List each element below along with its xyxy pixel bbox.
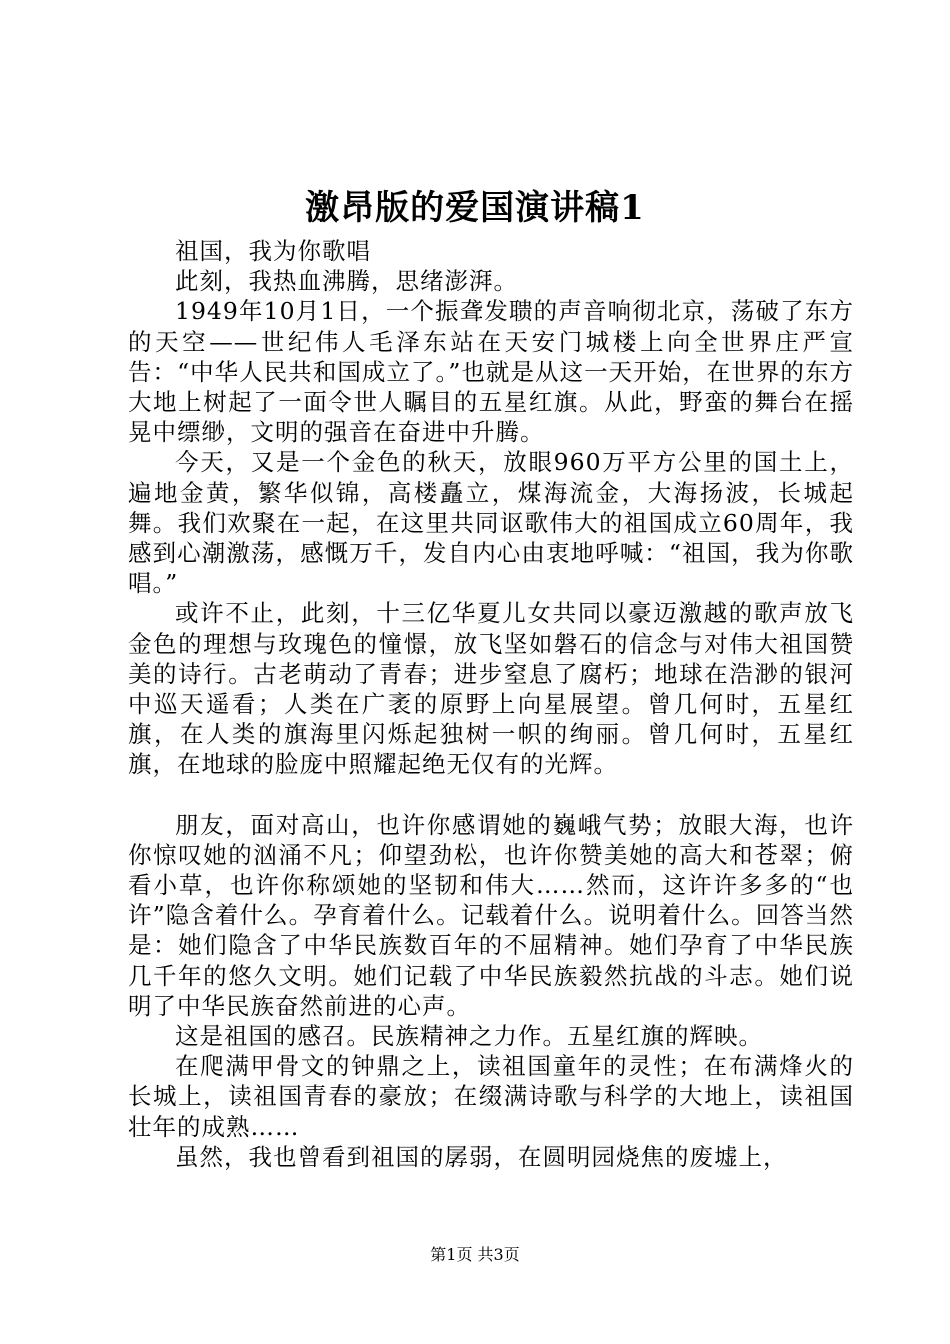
paragraph: 祖国，我为你歌唱 bbox=[175, 237, 371, 265]
paragraph: 虽然，我也曾看到祖国的孱弱，在圆明园烧焦的废墟上， bbox=[175, 1142, 788, 1171]
paragraph: 此刻，我热血沸腾，思绪澎湃。 bbox=[175, 267, 518, 296]
paragraph: 1949年10月1日，一个振聋发聩的声音响彻北京，荡破了东方的天空——世纪伟人毛泽东站在天安门城楼上向全世界庄严宣告：“中华人民共和国成立了。”也就是从这一天开始，在世界的东方大地上树起了一面令世人瞩目的五星红旗。从此，野蛮的舞台在摇晃中缥缈，文明的强音在奋进中升腾。 bbox=[128, 297, 854, 447]
paragraph: 朋友，面对高山，也许你感谓她的巍峨气势；放眼大海，也许你惊叹她的汹涌不凡；仰望劲松，也许你赞美她的高大和苍翠；俯看小草，也许你称颂她的坚韧和伟大……然而，这许许多多的“也许”隐含着什么。孕育着什么。记载着什么。说明着什么。回答当然是：她们隐含了中华民族数百年的不屈精神。她们孕育了中华民族几千年的悠久文明。她们记载了中华民族毅然抗战的斗志。她们说明了中华民族奋然前进的心声。 bbox=[128, 810, 854, 1020]
paragraph: 在爬满甲骨文的钟鼎之上，读祖国童年的灵性；在布满烽火的长城上，读祖国青春的豪放；在缀满诗歌与科学的大地上，读祖国壮年的成熟…… bbox=[128, 1052, 854, 1141]
paragraph: 或许不止，此刻，十三亿华夏儿女共同以豪迈激越的歌声放飞金色的理想与玫瑰色的憧憬，放飞坚如磐石的信念与对伟大祖国赞美的诗行。古老萌动了青春；进步窒息了腐朽；地球在浩渺的银河中巡天遥看；人类在广袤的原野上向星展望。曾几何时，五星红旗，在人类的旗海里闪烁起独树一帜的绚丽。曾几何时，五星红旗，在地球的脸庞中照耀起绝无仅有的光辉。 bbox=[128, 599, 854, 779]
paragraph: 今天，又是一个金色的秋天，放眼960万平方公里的国土上，遍地金黄，繁华似锦，高楼矗立，煤海流金，大海扬波，长城起舞。我们欢聚在一起，在这里共同讴歌伟大的祖国成立60周年，我感到心潮激荡，感慨万千，发自内心由衷地呼喊：“祖国，我为你歌唱。” bbox=[128, 448, 854, 598]
page-title: 激昂版的爱国演讲稿1 bbox=[305, 188, 645, 228]
body-text bbox=[128, 236, 854, 1172]
page-footer: 第1页 共3页 bbox=[430, 1245, 520, 1264]
paragraph: 这是祖国的感召。民族精神之力作。五星红旗的辉映。 bbox=[175, 1022, 763, 1051]
